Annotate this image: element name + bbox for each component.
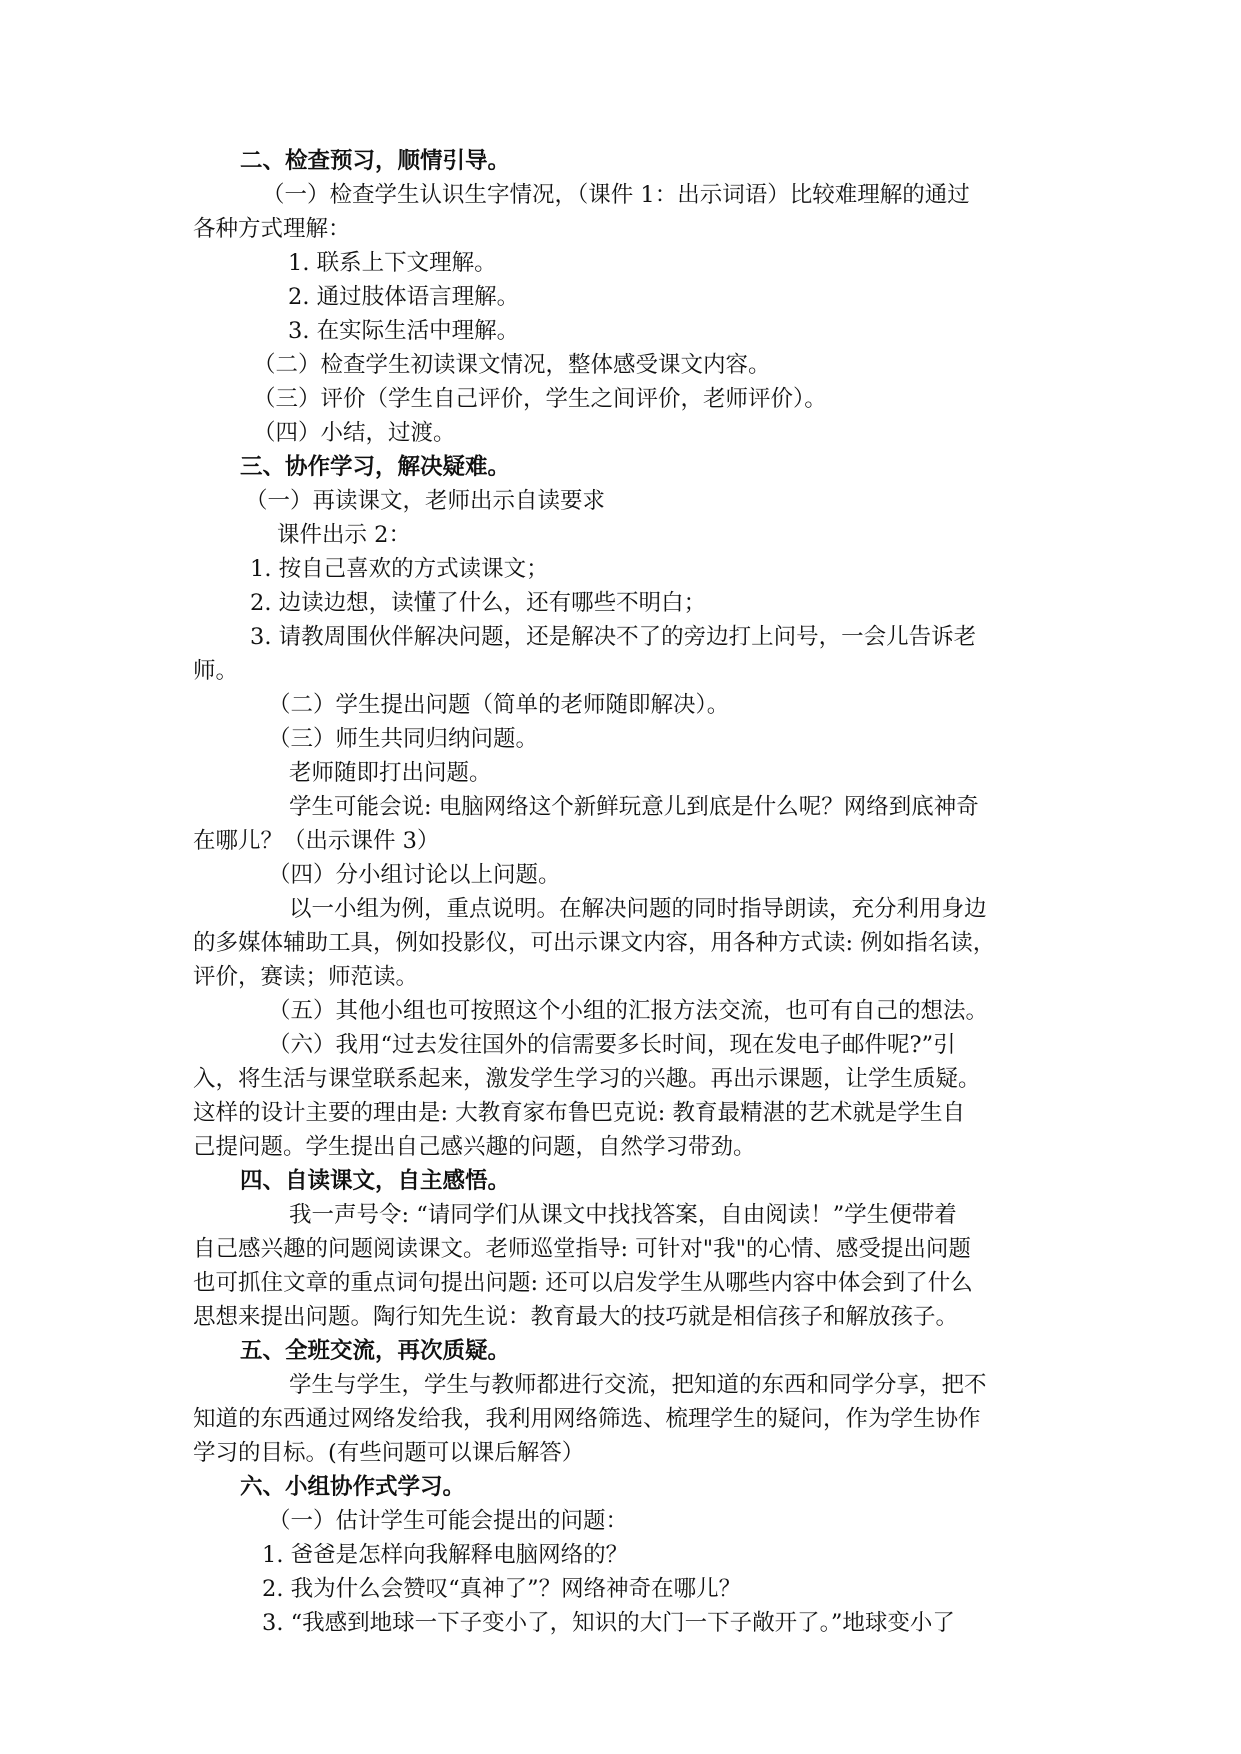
heading-section-4: 四、自读课文，自主感悟。 [240, 1168, 511, 1194]
paragraph-line: 思想来提出问题。陶行知先生说：教育最大的技巧就是相信孩子和解放孩子。 [193, 1304, 959, 1330]
list-item: 3. 请教周围伙伴解决问题，还是解决不了的旁边打上问号，一会儿告诉老 [250, 624, 977, 650]
paragraph-line: （三）评价（学生自己评价，学生之间评价，老师评价）。 [253, 386, 827, 412]
paragraph-line: （二）学生提出问题（简单的老师随即解决）。 [268, 692, 730, 718]
paragraph-line: 知道的东西通过网络发给我，我利用网络筛选、梳理学生的疑问，作为学生协作 [193, 1406, 981, 1432]
paragraph-line: 老师随即打出问题。 [289, 760, 492, 786]
paragraph-line: 己提问题。学生提出自己感兴趣的问题，自然学习带劲。 [193, 1134, 756, 1160]
paragraph-line: （四）小结，过渡。 [253, 420, 456, 446]
paragraph-line: 自己感兴趣的问题阅读课文。老师巡堂指导: 可针对"我"的心情、感受提出问题 [193, 1236, 971, 1262]
heading-section-5: 五、全班交流，再次质疑。 [240, 1338, 511, 1364]
paragraph-line: 在哪儿？（出示课件 3） [193, 828, 440, 854]
paragraph-line: （六）我用“过去发往国外的信需要多长时间，现在发电子邮件呢?”引 [268, 1032, 956, 1058]
paragraph-line: （一）估计学生可能会提出的问题： [268, 1508, 629, 1534]
paragraph-line: 以一小组为例，重点说明。在解决问题的同时指导朗读，充分利用身边 [289, 896, 987, 922]
list-item: 1. 按自己喜欢的方式读课文； [250, 556, 549, 582]
paragraph-line: （一）再读课文，老师出示自读要求 [245, 488, 606, 514]
list-item: 1. 联系上下文理解。 [288, 250, 497, 276]
paragraph-line: 课件出示 2： [277, 522, 411, 548]
paragraph-line: 也可抓住文章的重点词句提出问题: 还可以启发学生从哪些内容中体会到了什么 [193, 1270, 973, 1296]
paragraph-line: （二）检查学生初读课文情况，整体感受课文内容。 [253, 352, 771, 378]
paragraph-line: 的多媒体辅助工具，例如投影仪，可出示课文内容，用各种方式读: 例如指名读， [193, 930, 996, 956]
list-item: 3. “我感到地球一下子变小了，知识的大门一下子敞开了。”地球变小了 [262, 1610, 955, 1636]
list-item: 1. 爸爸是怎样向我解释电脑网络的？ [262, 1542, 629, 1568]
paragraph-line: （一）检查学生认识生字情况，（课件 1：出示词语）比较难理解的通过 [262, 182, 970, 208]
paragraph-line: （四）分小组讨论以上问题。 [268, 862, 561, 888]
list-item: 3. 在实际生活中理解。 [288, 318, 520, 344]
paragraph-line: （三）师生共同归纳问题。 [268, 726, 539, 752]
paragraph-line: 这样的设计主要的理由是: 大教育家布鲁巴克说: 教育最精湛的艺术就是学生自 [193, 1100, 965, 1126]
heading-section-3: 三、协作学习，解决疑难。 [240, 454, 511, 480]
paragraph-line: 学习的目标。(有些问题可以课后解答） [193, 1440, 585, 1466]
paragraph-line: 我一声号令: “请同学们从课文中找找答案，自由阅读！”学生便带着 [289, 1202, 957, 1228]
heading-section-2: 二、检查预习，顺情引导。 [240, 148, 511, 174]
paragraph-line: 评价，赛读；师范读。 [193, 964, 419, 990]
paragraph-line: 学生可能会说: 电脑网络这个新鲜玩意儿到底是什么呢？网络到底神奇 [289, 794, 979, 820]
paragraph-line: 师。 [193, 658, 239, 684]
paragraph-line: 各种方式理解： [193, 216, 351, 242]
paragraph-line: 学生与学生，学生与教师都进行交流，把知道的东西和同学分享，把不 [289, 1372, 987, 1398]
heading-section-6: 六、小组协作式学习。 [240, 1474, 466, 1500]
paragraph-line: （五）其他小组也可按照这个小组的汇报方法交流，也可有自己的想法。 [268, 998, 989, 1024]
list-item: 2. 我为什么会赞叹“真神了”？网络神奇在哪儿？ [262, 1576, 742, 1602]
list-item: 2. 通过肢体语言理解。 [288, 284, 520, 310]
paragraph-line: 入，将生活与课堂联系起来，激发学生学习的兴趣。再出示课题，让学生质疑。 [193, 1066, 981, 1092]
list-item: 2. 边读边想，读懂了什么，还有哪些不明白； [250, 590, 707, 616]
